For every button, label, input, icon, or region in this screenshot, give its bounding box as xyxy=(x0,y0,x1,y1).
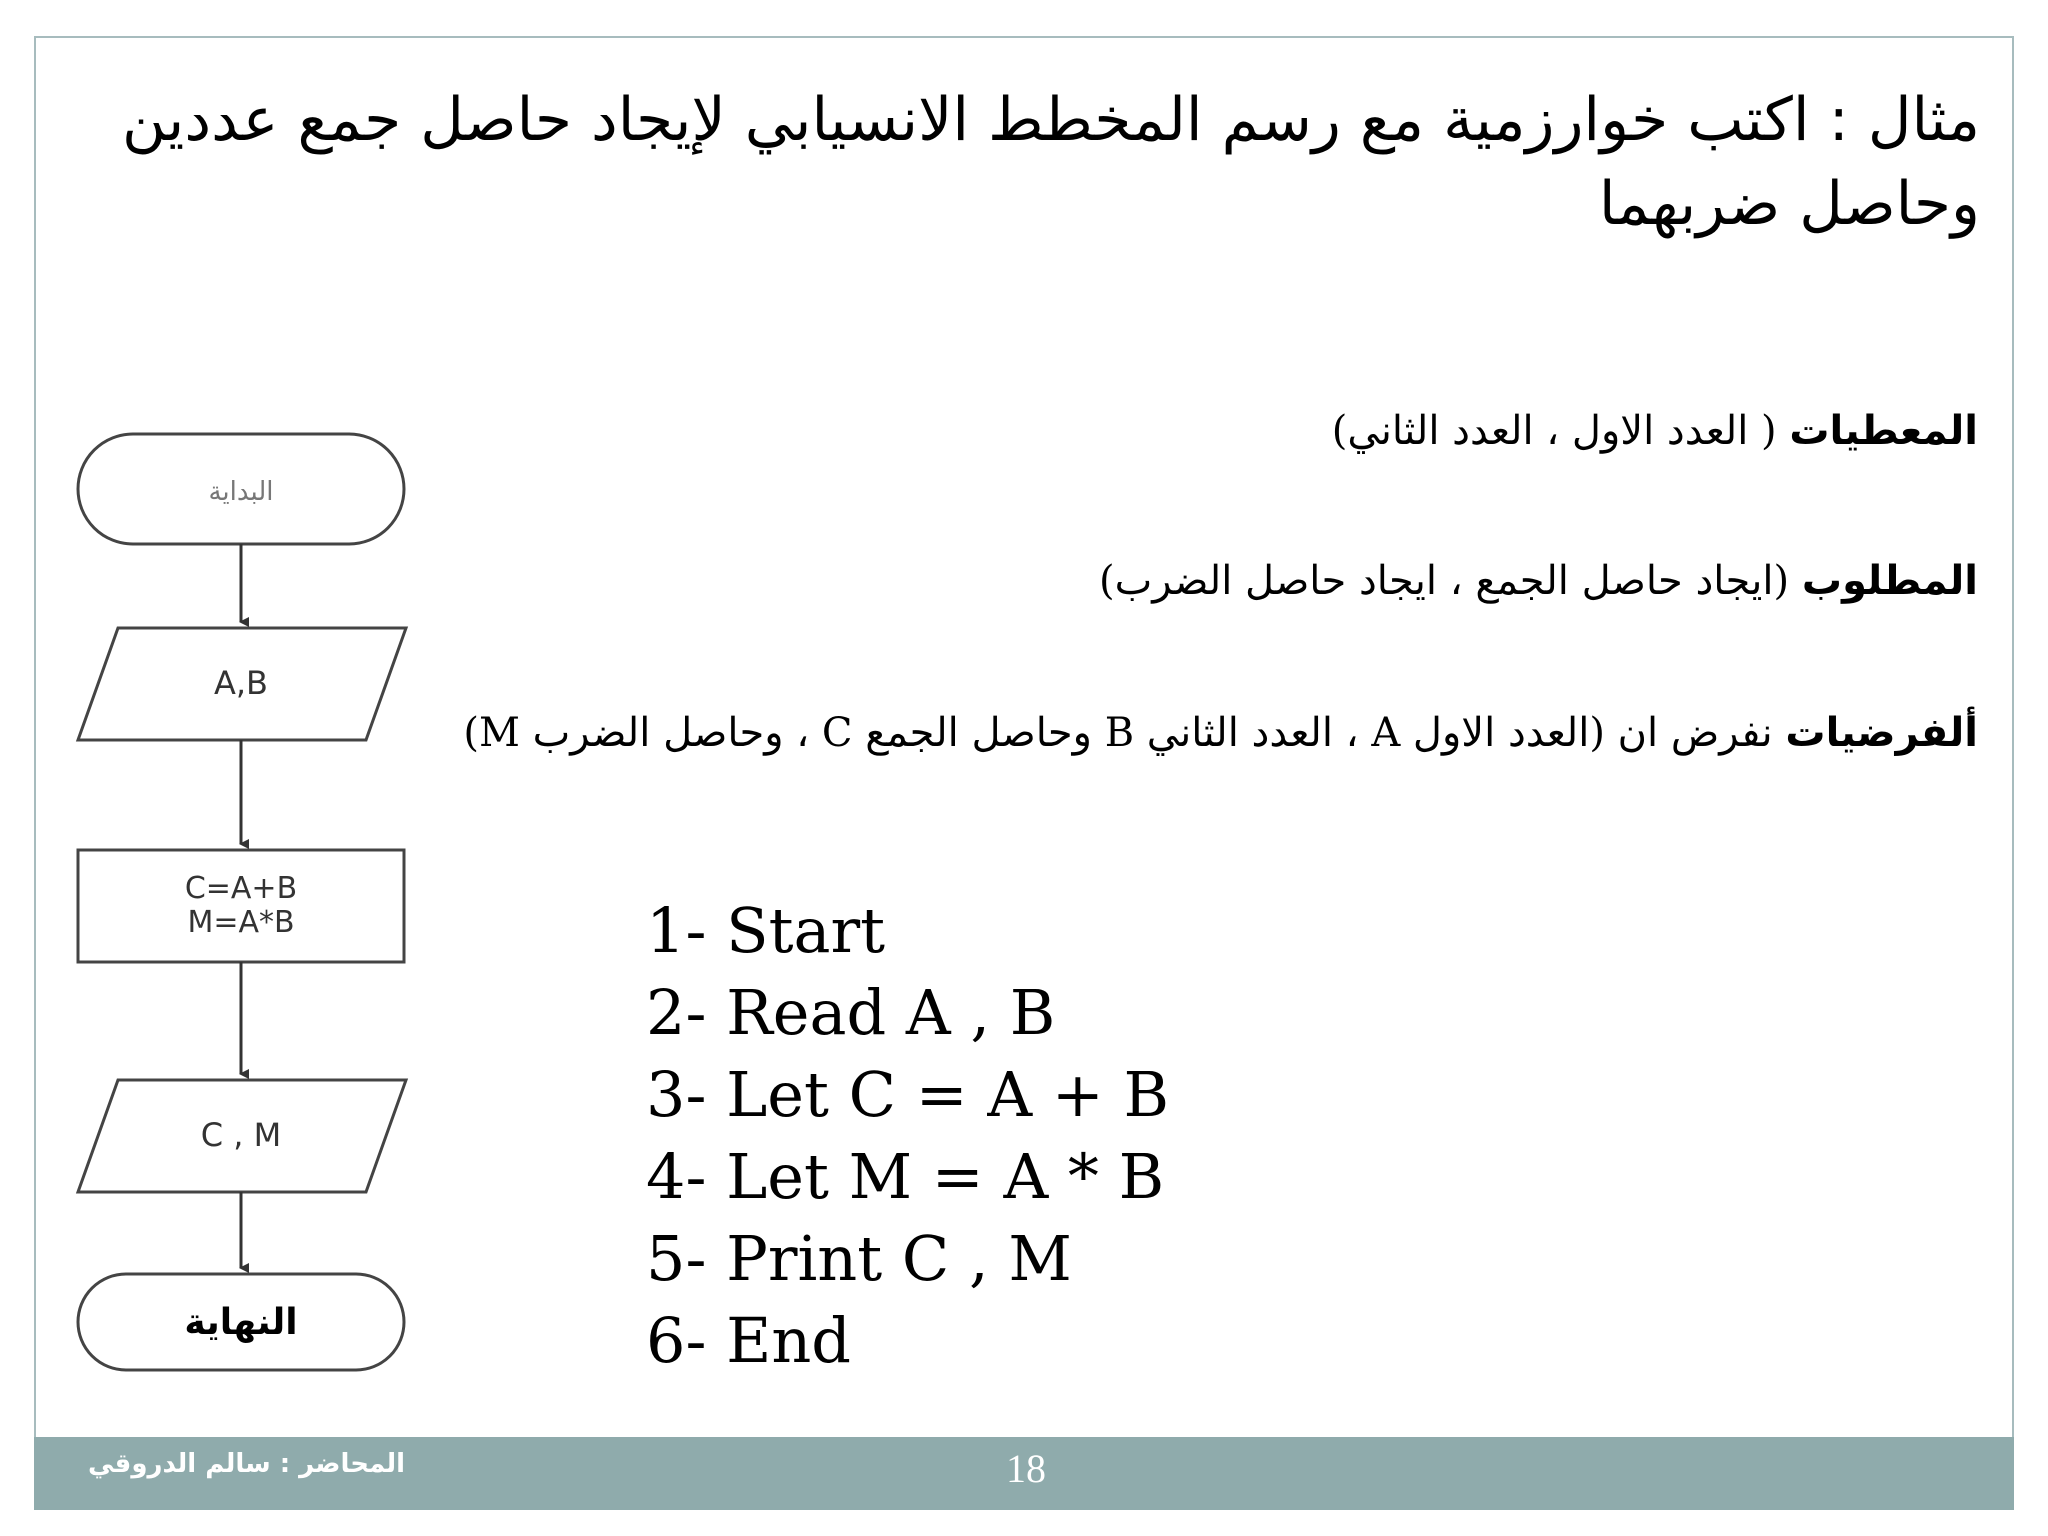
givens-line xyxy=(1332,408,1978,454)
algorithm-steps xyxy=(646,890,1169,1382)
required-text: (ايجاد حاصل الجمع ، ايجاد حاصل الضرب) xyxy=(1099,558,1790,604)
title-line-1: مثال : اكتب خوارزمية مع رسم المخطط الانسيابي لإيجاد حاصل جمع عددين xyxy=(121,85,1980,155)
assumptions-text: نفرض ان (العدد الاول A ، العدد الثاني B وحاصل الجمع C ، وحاصل الضرب M) xyxy=(463,710,1773,756)
footer-lecturer: المحاضر : سالم الدروقي xyxy=(88,1449,406,1479)
givens-label: المعطيات xyxy=(1789,408,1978,454)
givens-text: ( العدد الاول ، العدد الثاني) xyxy=(1331,408,1777,454)
flowchart-process-line-1: C=A+B xyxy=(184,871,298,906)
assumptions-label: ألفرضيات xyxy=(1785,710,1978,756)
algorithm-step: 4- Let M = A * B xyxy=(646,1140,1165,1213)
flowchart-process-line-2: M=A*B xyxy=(187,905,295,940)
algorithm-step: 1- Start xyxy=(646,894,886,967)
algorithm-step: 3- Let C = A + B xyxy=(646,1058,1170,1131)
flowchart-input-label: A,B xyxy=(213,664,269,702)
flowchart-output-label: C , M xyxy=(200,1116,282,1154)
page-number: 18 xyxy=(1006,1446,1046,1491)
flowchart xyxy=(60,420,440,1380)
flowchart-start-label: البداية xyxy=(208,477,274,507)
title-line-2: وحاصل ضربهما xyxy=(1598,169,1980,239)
flowchart-end-label: النهاية xyxy=(184,1302,298,1343)
slide-title xyxy=(36,78,1980,246)
assumptions-line xyxy=(463,710,1978,756)
required-label: المطلوب xyxy=(1801,558,1978,604)
algorithm-step: 6- End xyxy=(646,1304,851,1377)
algorithm-step: 5- Print C , M xyxy=(646,1222,1072,1295)
slide-footer xyxy=(34,1437,2014,1510)
required-line xyxy=(1099,558,1978,604)
algorithm-step: 2- Read A , B xyxy=(646,976,1056,1049)
